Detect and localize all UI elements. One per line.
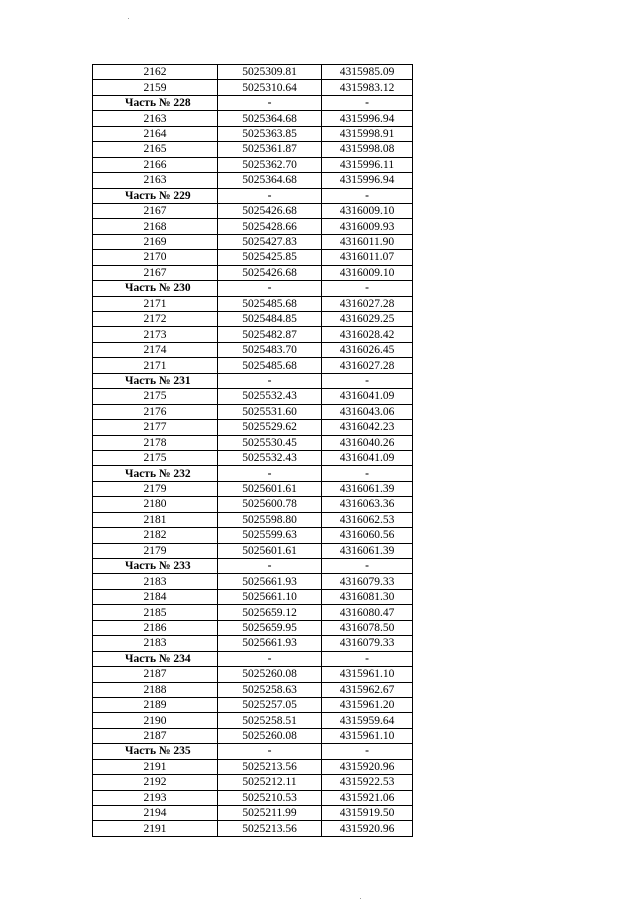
y-coordinate-cell: 4316041.09 (322, 450, 413, 465)
section-header-row (93, 95, 413, 110)
section-label: Часть № 232 (93, 466, 218, 481)
y-coordinate-cell: 4316061.39 (322, 481, 413, 496)
table-row (93, 435, 413, 450)
coordinates-table (92, 64, 413, 837)
point-id-cell: 2173 (93, 327, 218, 342)
x-coordinate-cell: - (218, 466, 322, 481)
point-id-cell: 2169 (93, 234, 218, 249)
x-coordinate-cell: 5025260.08 (218, 667, 322, 682)
table-row (93, 497, 413, 512)
x-coordinate-cell: 5025258.51 (218, 713, 322, 728)
x-coordinate-cell: 5025599.63 (218, 528, 322, 543)
y-coordinate-cell: 4315922.53 (322, 775, 413, 790)
x-coordinate-cell: 5025257.05 (218, 697, 322, 712)
y-coordinate-cell: 4316028.42 (322, 327, 413, 342)
y-coordinate-cell: - (322, 651, 413, 666)
y-coordinate-cell: 4315985.09 (322, 65, 413, 80)
x-coordinate-cell: - (218, 373, 322, 388)
section-header-row (93, 188, 413, 203)
x-coordinate-cell: 5025212.11 (218, 775, 322, 790)
point-id-cell: 2162 (93, 65, 218, 80)
y-coordinate-cell: 4316080.47 (322, 605, 413, 620)
y-coordinate-cell: 4316060.56 (322, 528, 413, 543)
point-id-cell: 2184 (93, 589, 218, 604)
x-coordinate-cell: 5025485.68 (218, 296, 322, 311)
x-coordinate-cell: - (218, 559, 322, 574)
point-id-cell: 2164 (93, 126, 218, 141)
y-coordinate-cell: 4316029.25 (322, 312, 413, 327)
table-row (93, 234, 413, 249)
table-row (93, 111, 413, 126)
x-coordinate-cell: 5025530.45 (218, 435, 322, 450)
x-coordinate-cell: 5025598.80 (218, 512, 322, 527)
section-label: Часть № 231 (93, 373, 218, 388)
point-id-cell: 2191 (93, 759, 218, 774)
table-row (93, 296, 413, 311)
table-row (93, 697, 413, 712)
point-id-cell: 2174 (93, 342, 218, 357)
x-coordinate-cell: - (218, 651, 322, 666)
x-coordinate-cell: 5025362.70 (218, 157, 322, 172)
x-coordinate-cell: 5025532.43 (218, 450, 322, 465)
y-coordinate-cell: 4316061.39 (322, 543, 413, 558)
y-coordinate-cell: 4316062.53 (322, 512, 413, 527)
y-coordinate-cell: 4316041.09 (322, 389, 413, 404)
y-coordinate-cell: 4316011.90 (322, 234, 413, 249)
table-row (93, 327, 413, 342)
table-row (93, 481, 413, 496)
y-coordinate-cell: - (322, 95, 413, 110)
table-row (93, 528, 413, 543)
table-row (93, 713, 413, 728)
x-coordinate-cell: 5025363.85 (218, 126, 322, 141)
x-coordinate-cell: 5025601.61 (218, 481, 322, 496)
point-id-cell: 2171 (93, 296, 218, 311)
y-coordinate-cell: 4315998.08 (322, 142, 413, 157)
section-header-row (93, 373, 413, 388)
table-row (93, 636, 413, 651)
x-coordinate-cell: - (218, 95, 322, 110)
y-coordinate-cell: 4315962.67 (322, 682, 413, 697)
point-id-cell: 2181 (93, 512, 218, 527)
table-row (93, 80, 413, 95)
y-coordinate-cell: 4315996.94 (322, 111, 413, 126)
section-header-row (93, 281, 413, 296)
y-coordinate-cell: 4315961.10 (322, 728, 413, 743)
point-id-cell: 2186 (93, 620, 218, 635)
table-row (93, 250, 413, 265)
table-row (93, 219, 413, 234)
x-coordinate-cell: - (218, 281, 322, 296)
x-coordinate-cell: 5025532.43 (218, 389, 322, 404)
y-coordinate-cell: 4315959.64 (322, 713, 413, 728)
table-row (93, 605, 413, 620)
y-coordinate-cell: 4315996.11 (322, 157, 413, 172)
point-id-cell: 2188 (93, 682, 218, 697)
x-coordinate-cell: 5025485.68 (218, 358, 322, 373)
point-id-cell: 2179 (93, 481, 218, 496)
point-id-cell: 2168 (93, 219, 218, 234)
section-label: Часть № 234 (93, 651, 218, 666)
x-coordinate-cell: 5025659.95 (218, 620, 322, 635)
table-row (93, 775, 413, 790)
x-coordinate-cell: 5025364.68 (218, 111, 322, 126)
point-id-cell: 2176 (93, 404, 218, 419)
y-coordinate-cell: 4316011.07 (322, 250, 413, 265)
y-coordinate-cell: 4316009.93 (322, 219, 413, 234)
coordinates-table-body (93, 65, 413, 837)
x-coordinate-cell: 5025309.81 (218, 65, 322, 80)
x-coordinate-cell: 5025426.68 (218, 203, 322, 218)
point-id-cell: 2166 (93, 157, 218, 172)
section-header-row (93, 466, 413, 481)
point-id-cell: 2163 (93, 111, 218, 126)
y-coordinate-cell: - (322, 188, 413, 203)
x-coordinate-cell: 5025361.87 (218, 142, 322, 157)
table-row (93, 728, 413, 743)
section-label: Часть № 228 (93, 95, 218, 110)
table-row (93, 173, 413, 188)
y-coordinate-cell: 4316040.26 (322, 435, 413, 450)
x-coordinate-cell: 5025211.99 (218, 806, 322, 821)
section-label: Часть № 230 (93, 281, 218, 296)
x-coordinate-cell: 5025484.85 (218, 312, 322, 327)
point-id-cell: 2193 (93, 790, 218, 805)
table-row (93, 589, 413, 604)
table-row (93, 790, 413, 805)
x-coordinate-cell: 5025213.56 (218, 821, 322, 836)
point-id-cell: 2183 (93, 636, 218, 651)
x-coordinate-cell: 5025661.10 (218, 589, 322, 604)
point-id-cell: 2175 (93, 389, 218, 404)
y-coordinate-cell: 4315996.94 (322, 173, 413, 188)
table-row (93, 667, 413, 682)
y-coordinate-cell: 4315919.50 (322, 806, 413, 821)
point-id-cell: 2177 (93, 420, 218, 435)
y-coordinate-cell: 4315983.12 (322, 80, 413, 95)
table-row (93, 574, 413, 589)
point-id-cell: 2194 (93, 806, 218, 821)
y-coordinate-cell: 4316027.28 (322, 358, 413, 373)
x-coordinate-cell: 5025483.70 (218, 342, 322, 357)
x-coordinate-cell: 5025213.56 (218, 759, 322, 774)
y-coordinate-cell: 4316027.28 (322, 296, 413, 311)
point-id-cell: 2178 (93, 435, 218, 450)
point-id-cell: 2175 (93, 450, 218, 465)
x-coordinate-cell: 5025425.85 (218, 250, 322, 265)
table-row (93, 342, 413, 357)
table-row (93, 821, 413, 836)
table-row (93, 450, 413, 465)
section-label: Часть № 235 (93, 744, 218, 759)
x-coordinate-cell: 5025260.08 (218, 728, 322, 743)
table-row (93, 126, 413, 141)
y-coordinate-cell: 4316042.23 (322, 420, 413, 435)
table-row (93, 65, 413, 80)
y-coordinate-cell: - (322, 744, 413, 759)
y-coordinate-cell: 4315920.96 (322, 821, 413, 836)
x-coordinate-cell: 5025258.63 (218, 682, 322, 697)
section-header-row (93, 559, 413, 574)
table-row (93, 265, 413, 280)
point-id-cell: 2163 (93, 173, 218, 188)
point-id-cell: 2189 (93, 697, 218, 712)
table-row (93, 620, 413, 635)
y-coordinate-cell: - (322, 373, 413, 388)
point-id-cell: 2191 (93, 821, 218, 836)
point-id-cell: 2192 (93, 775, 218, 790)
table-row (93, 404, 413, 419)
y-coordinate-cell: 4315998.91 (322, 126, 413, 141)
x-coordinate-cell: 5025426.68 (218, 265, 322, 280)
point-id-cell: 2179 (93, 543, 218, 558)
section-label: Часть № 229 (93, 188, 218, 203)
table-row (93, 157, 413, 172)
section-header-row (93, 651, 413, 666)
point-id-cell: 2190 (93, 713, 218, 728)
y-coordinate-cell: 4316078.50 (322, 620, 413, 635)
y-coordinate-cell: - (322, 466, 413, 481)
x-coordinate-cell: 5025661.93 (218, 636, 322, 651)
y-coordinate-cell: 4316009.10 (322, 265, 413, 280)
x-coordinate-cell: 5025364.68 (218, 173, 322, 188)
y-coordinate-cell: 4316026.45 (322, 342, 413, 357)
y-coordinate-cell: 4316081.30 (322, 589, 413, 604)
table-row (93, 358, 413, 373)
table-row (93, 682, 413, 697)
y-coordinate-cell: 4315961.20 (322, 697, 413, 712)
y-coordinate-cell: 4316043.06 (322, 404, 413, 419)
point-id-cell: 2183 (93, 574, 218, 589)
scan-mark-top (128, 18, 129, 19)
x-coordinate-cell: 5025601.61 (218, 543, 322, 558)
x-coordinate-cell: 5025210.53 (218, 790, 322, 805)
table-row (93, 512, 413, 527)
x-coordinate-cell: - (218, 744, 322, 759)
y-coordinate-cell: 4316079.33 (322, 574, 413, 589)
x-coordinate-cell: 5025427.83 (218, 234, 322, 249)
point-id-cell: 2180 (93, 497, 218, 512)
point-id-cell: 2167 (93, 265, 218, 280)
x-coordinate-cell: 5025661.93 (218, 574, 322, 589)
y-coordinate-cell: 4316079.33 (322, 636, 413, 651)
x-coordinate-cell: 5025482.87 (218, 327, 322, 342)
point-id-cell: 2159 (93, 80, 218, 95)
table-row (93, 389, 413, 404)
y-coordinate-cell: - (322, 281, 413, 296)
table-row (93, 543, 413, 558)
point-id-cell: 2187 (93, 667, 218, 682)
point-id-cell: 2185 (93, 605, 218, 620)
x-coordinate-cell: 5025659.12 (218, 605, 322, 620)
x-coordinate-cell: 5025531.60 (218, 404, 322, 419)
y-coordinate-cell: 4316063.36 (322, 497, 413, 512)
y-coordinate-cell: 4315961.10 (322, 667, 413, 682)
y-coordinate-cell: 4315921.06 (322, 790, 413, 805)
table-row (93, 759, 413, 774)
x-coordinate-cell: - (218, 188, 322, 203)
table-row (93, 142, 413, 157)
table-row (93, 420, 413, 435)
section-header-row (93, 744, 413, 759)
y-coordinate-cell: 4316009.10 (322, 203, 413, 218)
point-id-cell: 2171 (93, 358, 218, 373)
scan-mark-bottom (360, 898, 361, 899)
point-id-cell: 2182 (93, 528, 218, 543)
table-row (93, 203, 413, 218)
point-id-cell: 2165 (93, 142, 218, 157)
point-id-cell: 2167 (93, 203, 218, 218)
x-coordinate-cell: 5025600.78 (218, 497, 322, 512)
x-coordinate-cell: 5025310.64 (218, 80, 322, 95)
table-row (93, 806, 413, 821)
y-coordinate-cell: - (322, 559, 413, 574)
y-coordinate-cell: 4315920.96 (322, 759, 413, 774)
x-coordinate-cell: 5025529.62 (218, 420, 322, 435)
point-id-cell: 2170 (93, 250, 218, 265)
point-id-cell: 2187 (93, 728, 218, 743)
x-coordinate-cell: 5025428.66 (218, 219, 322, 234)
table-row (93, 312, 413, 327)
section-label: Часть № 233 (93, 559, 218, 574)
point-id-cell: 2172 (93, 312, 218, 327)
